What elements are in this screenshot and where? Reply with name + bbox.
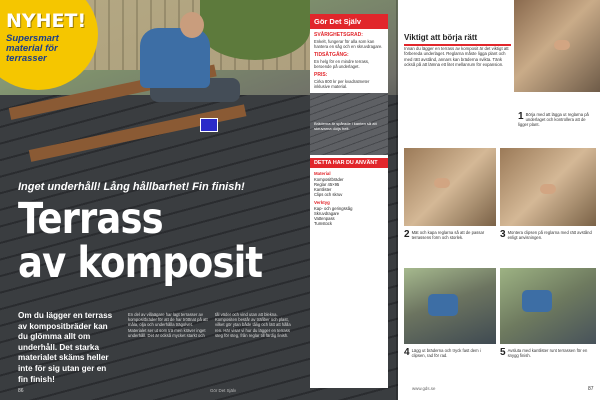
worker-figure [180, 12, 204, 38]
sidebar-section-text: Cirka 800 kr per kvadratmeter inklusive material. [314, 79, 370, 89]
step-text: Lägg ut bräderna och tryck fast dem i clipsen, rad för rad. [411, 348, 481, 359]
sidebar-section [310, 72, 388, 89]
nyhet-title: NYHET! [6, 10, 87, 32]
sidebar-section [310, 52, 388, 69]
photo-finishing [500, 268, 596, 344]
page-number-right: 87 [588, 386, 594, 392]
footer-left: Gör Det Själv [210, 388, 237, 393]
section-title-block [404, 33, 511, 46]
footer-right: www.gds.se [412, 386, 436, 391]
materials-list-item: Kantlister [314, 187, 332, 192]
step-5 [500, 348, 596, 358]
materials-box-header: DETTA HAR DU ANVÄNT [310, 158, 388, 168]
photo-marking [404, 148, 496, 226]
photo-clips [500, 148, 596, 226]
photo-laying-boards [404, 268, 496, 344]
nyhet-subtitle: Supersmart material för terrasser [6, 33, 59, 64]
hand-figure [434, 178, 450, 188]
step-number: 2 [404, 229, 410, 240]
step-4 [404, 348, 496, 358]
step-number: 3 [500, 229, 506, 240]
sidebar-section-heading: SVÅRIGHETSGRAD: [314, 32, 363, 38]
step-1 [518, 112, 596, 128]
materials-list-heading: Material [314, 171, 331, 176]
sidebar-section [310, 32, 388, 49]
step-number: 1 [518, 111, 524, 122]
worker-figure [428, 294, 458, 316]
materials-list-item: Reglar 45×95 [314, 182, 340, 187]
headline [18, 194, 263, 288]
tools-list-heading: Verktyg [314, 200, 330, 205]
step-number: 4 [404, 347, 410, 358]
step-3 [500, 230, 596, 240]
intro-text: Innan du lägger en terrass av komposit är det viktigt att förbereda underlaget. Reglarna måste ligga plant och med rätt avstånd, annars kan bräderna svikta. Tänk också på att lämna ett litet mellanrum för expansion. [404, 46, 509, 68]
sidebar-panel [310, 14, 388, 388]
step-text: Montera clipsen på reglarna med rätt avstånd enligt anvisningen. [507, 230, 592, 241]
tool-figure [200, 118, 218, 132]
tools-list-item: Vattenpass [314, 216, 335, 221]
tools-list-item: Skruvdragare [314, 211, 340, 216]
worker-figure [522, 290, 552, 312]
headline-line-1: Terrass [18, 194, 163, 244]
sidebar-section-heading: PRIS: [314, 72, 328, 78]
nyhet-badge [0, 0, 98, 90]
hand-figure [540, 184, 556, 194]
section-title: Viktigt att börja rätt [404, 33, 478, 42]
body-text: En del av villaägare har lagt terrasser av kompositbräder för att de har tröttnat på att måla, olja och underhålla trägolvet. Materialet ser ut som trä men kräver inget underhåll. Det är också mycket starkt och tål väder och vind utan att blekna. Kompositen består av träfiber och plast, vilket gör ytan både tålig och lätt att hålla ren. Här visar vi hur du lägger en terrass steg för steg, från reglar till färdig finish. [128, 312, 291, 338]
photo-gloves [514, 0, 600, 92]
lead-paragraph: Om du lägger en terrass av kompositbräder kan du glömma allt om underhåll. Det starka materialet skäms heller inte för sig utan ger en fin finish! [18, 311, 113, 384]
tools-list-item: Tumstock [314, 221, 332, 226]
step-text: Avsluta med kantlister runt terrassen för en snygg finish. [507, 348, 588, 359]
worker-figure [140, 28, 210, 88]
headline-line-2: av komposit [18, 238, 263, 288]
right-page [398, 0, 600, 400]
tools-list-item: Kap- och geringssåg [314, 206, 353, 211]
sidebar-section-text: En helg för en mindre terrass, beroende på underlaget. [314, 59, 370, 69]
step-text: Börja med att lägga ut reglarna på underlaget och kontrollera att de ligger plant. [518, 112, 589, 128]
materials-list-item: Kompositbräder [314, 177, 344, 182]
hand-figure [554, 40, 570, 50]
step-text: Mät och kapa reglarna så att de passar terrassens form och storlek. [411, 230, 485, 241]
sidebar-photo [310, 93, 388, 155]
step-number: 5 [500, 347, 506, 358]
sidebar-header: Gör Det Själv [310, 14, 388, 29]
step-2 [404, 230, 496, 240]
materials-list-item: Clips och skruv [314, 192, 343, 197]
sidebar-section-heading: TIDSÅTGÅNG: [314, 52, 349, 58]
sidebar-section-text: Enkelt, fungerar för alla som kan hantera en såg och en skruvdragare. [314, 39, 383, 49]
tagline: Inget underhåll! Lång hållbarhet! Fin finish! [18, 181, 245, 193]
page-number-left: 86 [18, 388, 24, 394]
sidebar-photo-caption: Bräderna är spårade i kanten så att skruvarna döljs helt. [314, 121, 377, 131]
shrub-photo-area [200, 0, 310, 60]
